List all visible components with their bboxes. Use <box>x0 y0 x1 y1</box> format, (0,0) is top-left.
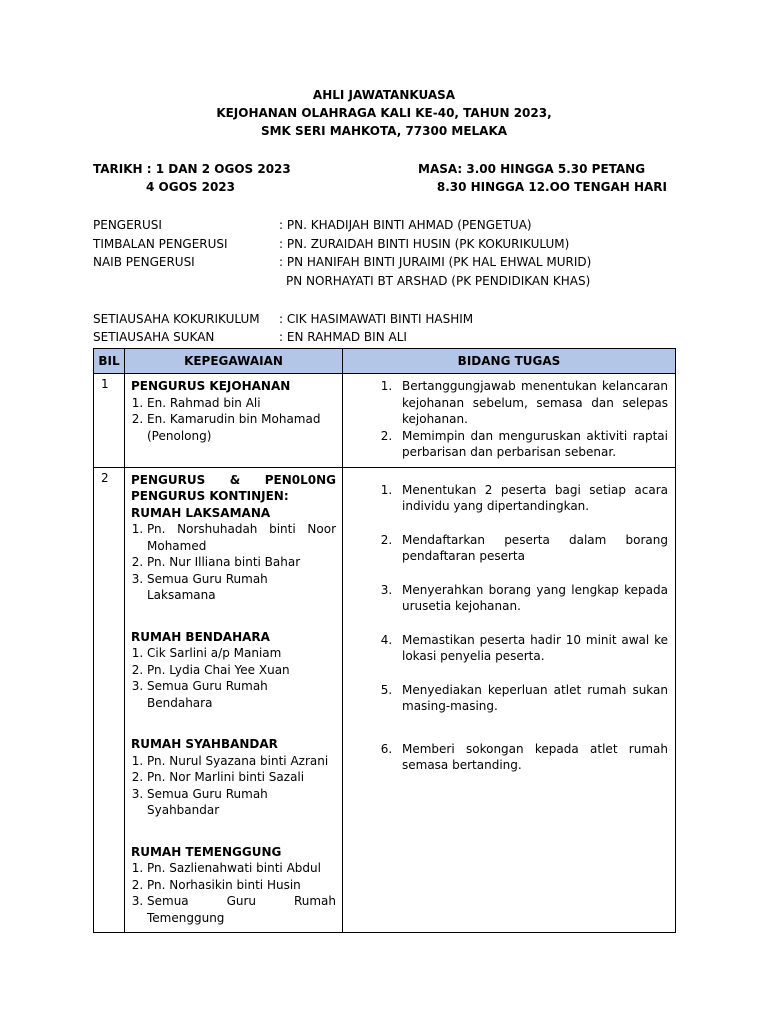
header-bil: BIL <box>94 349 125 374</box>
list-item: 2. Mendaftarkan peserta dalam borang pendaftaran peserta <box>396 532 668 565</box>
list-item: 1. Menentukan 2 peserta bagi setiap acara individu yang dipertandingkan. <box>396 482 668 515</box>
list-item: 1. Pn. Sazlienahwati binti Abdul <box>147 860 336 877</box>
member-list <box>131 860 336 926</box>
member-list <box>131 645 336 711</box>
list-item: 3. Semua Guru Rumah Laksamana <box>147 571 336 604</box>
official-name: PN NORHAYATI BT ARSHAD (PK PENDIDIKAN KHAS) <box>286 274 591 288</box>
committee-table <box>93 348 676 933</box>
list-item: 3. Semua Guru Rumah Syahbandar <box>147 786 336 819</box>
house-name: RUMAH BENDAHARA <box>131 629 270 644</box>
date-second: 4 OGOS 2023 <box>146 180 235 194</box>
official-role: NAIB PENGERUSI <box>93 255 195 269</box>
house-name: RUMAH SYAHBANDAR <box>131 737 278 751</box>
house-name: RUMAH LAKSAMANA <box>131 505 271 520</box>
member-list <box>131 395 336 445</box>
event-name: KEJOHANAN OLAHRAGA KALI KE-40, TAHUN 2023, <box>216 106 552 120</box>
task-list <box>349 378 668 461</box>
list-item: 3. Menyerahkan borang yang lengkap kepada urusetia kejohanan. <box>396 582 668 615</box>
list-item: 1. En. Rahmad bin Ali <box>147 395 336 412</box>
list-item: 5. Menyediakan keperluan atlet rumah sukan masing-masing. <box>396 682 668 715</box>
table-row <box>94 374 676 468</box>
list-item: 1. Bertanggungjawab menentukan kelancaran kejohanan sebelum, semasa dan selepas kejohanan. <box>396 378 668 428</box>
list-item: 1. Cik Sarlini a/p Maniam <box>147 645 336 662</box>
date-label: TARIKH : 1 DAN 2 OGOS 2023 <box>93 162 291 176</box>
list-item: 4. Memastikan peserta hadir 10 minit awal ke lokasi penyelia peserta. <box>396 632 668 665</box>
list-item: 2. Pn. Norhasikin binti Husin <box>147 877 336 894</box>
table-row <box>94 467 676 933</box>
official-role: SETIAUSAHA SUKAN <box>93 330 215 344</box>
member-list <box>131 753 336 819</box>
position-cell <box>125 374 343 468</box>
official-name: : PN. ZURAIDAH BINTI HUSIN (PK KOKURIKULUM) <box>279 237 570 251</box>
position-heading: PENGURUS & PEN0L0NG <box>131 472 336 487</box>
list-item: 2. Pn. Nur Illiana binti Bahar <box>147 554 336 571</box>
official-name: : PN HANIFAH BINTI JURAIMI (PK HAL EHWAL MURID) <box>279 255 592 269</box>
member-list <box>131 521 336 604</box>
position-cell <box>125 467 343 933</box>
official-role: SETIAUSAHA KOKURIKULUM <box>93 312 260 326</box>
list-item: 2. En. Kamarudin bin Mohamad (Penolong) <box>147 411 336 444</box>
task-list <box>349 482 668 774</box>
row-number: 1 <box>94 374 125 468</box>
list-item: 2. Pn. Lydia Chai Yee Xuan <box>147 662 336 679</box>
official-role: TIMBALAN PENGERUSI <box>93 237 228 251</box>
official-role: PENGERUSI <box>93 218 162 232</box>
list-item: 3. Semua Guru Rumah Temenggung <box>147 893 336 926</box>
header-bidang-tugas: BIDANG TUGAS <box>343 349 676 374</box>
document-title: AHLI JAWATANKUASA <box>312 88 456 102</box>
header-kepegawaian: KEPEGAWAIAN <box>125 349 343 374</box>
time-label: MASA: 3.00 HINGGA 5.30 PETANG <box>418 162 646 176</box>
list-item: 3. Semua Guru Rumah Bendahara <box>147 678 336 711</box>
list-item: 1. Pn. Nurul Syazana binti Azrani <box>147 753 336 770</box>
official-name: : PN. KHADIJAH BINTI AHMAD (PENGETUA) <box>279 218 532 232</box>
table-header-row <box>94 349 676 374</box>
list-item: 1. Pn. Norshuhadah binti Noor Mohamed <box>147 521 336 554</box>
position-heading: PENGURUS KEJOHANAN <box>131 379 291 393</box>
official-name: : CIK HASIMAWATI BINTI HASHIM <box>279 312 474 326</box>
list-item: 2. Memimpin dan menguruskan aktiviti raptai perbarisan dan perbarisan sebenar. <box>396 428 668 461</box>
row-number: 2 <box>94 467 125 933</box>
list-item: 6. Memberi sokongan kepada atlet rumah semasa bertanding. <box>396 741 668 774</box>
tasks-cell <box>343 467 676 933</box>
time-second: 8.30 HINGGA 12.OO TENGAH HARI <box>436 180 667 194</box>
official-name: : EN RAHMAD BIN ALI <box>279 330 407 344</box>
list-item: 2. Pn. Nor Marlini binti Sazali <box>147 769 336 786</box>
event-venue: SMK SERI MAHKOTA, 77300 MELAKA <box>260 124 508 138</box>
tasks-cell <box>343 374 676 468</box>
house-name: RUMAH TEMENGGUNG <box>131 844 282 859</box>
position-subheading: PENGURUS KONTINJEN: <box>131 489 289 503</box>
